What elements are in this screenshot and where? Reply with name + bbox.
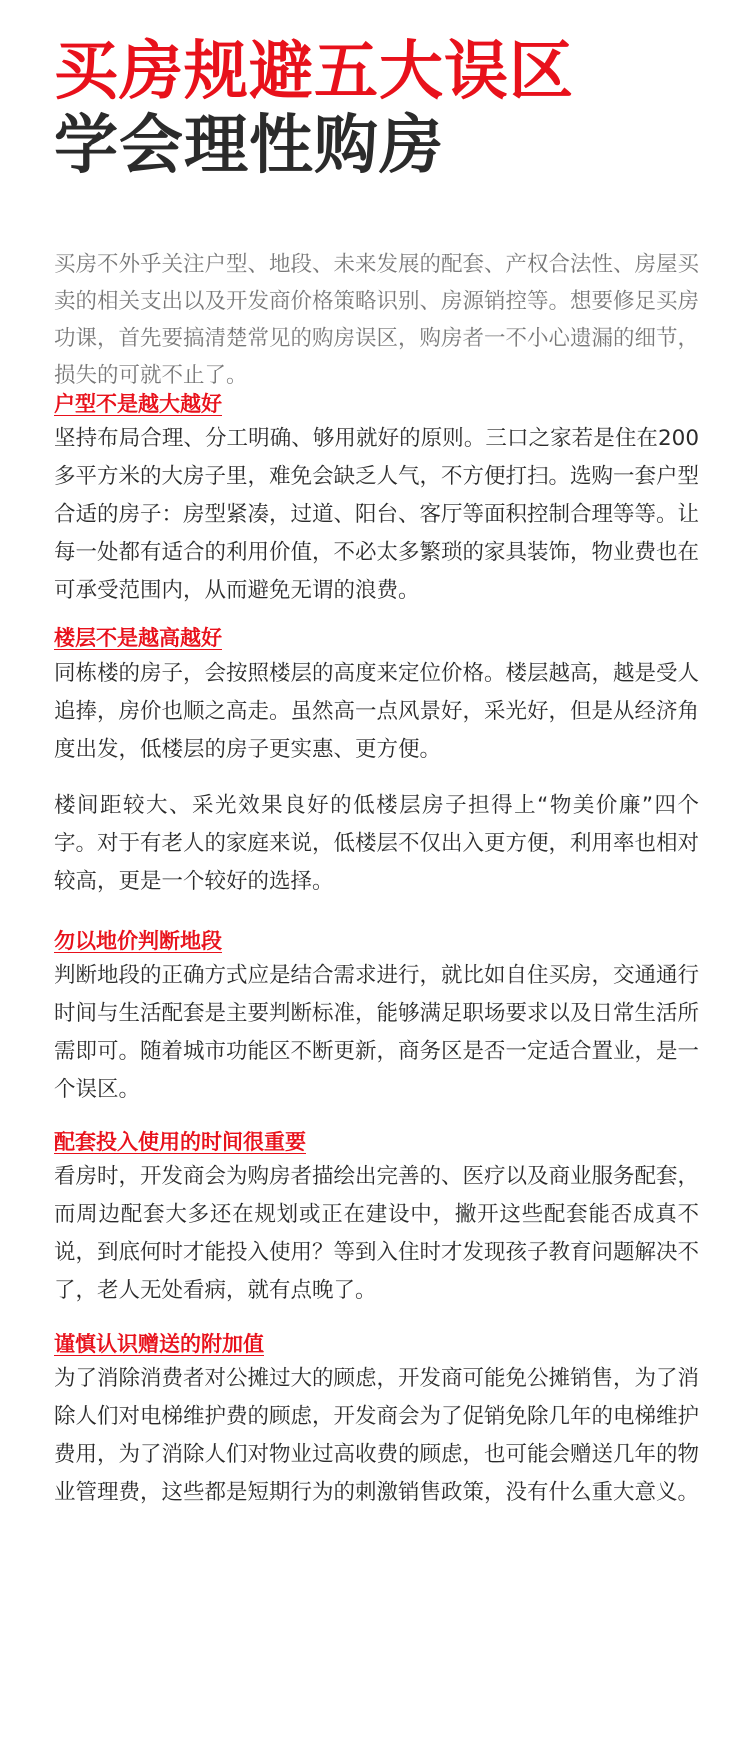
section-heading-facilities: 配套投入使用的时间很重要 (54, 1130, 306, 1154)
article-title-line1: 买房规避五大误区 (54, 35, 574, 109)
section-heading-floor-level: 楼层不是越高越好 (54, 626, 222, 650)
section-body-facilities: 看房时，开发商会为购房者描绘出完善的、医疗以及商业服务配套，而周边配套大多还在规划或正在建设中，撇开这些配套能否成真不说，到底何时才能投入使用？等到入住时才发现孩子教育问题解决不了，老人无处看病，就有点晚了。 (54, 1164, 700, 1303)
section-heading-gifts: 谨慎认识赠送的附加值 (54, 1332, 264, 1356)
section-body-floor-level-2: 楼间距较大、采光效果良好的低楼层房子担得上“物美价廉”四个字。对于有老人的家庭来说，低楼层不仅出入更方便，利用率也相对较高，更是一个较好的选择。 (54, 793, 700, 894)
section-body-location: 判断地段的正确方式应是结合需求进行，就比如自住买房，交通通行时间与生活配套是主要判断标准，能够满足职场要求以及日常生活所需即可。随着城市功能区不断更新，商务区是否一定适合置业，是一个误区。 (54, 963, 700, 1102)
intro-paragraph: 买房不外乎关注户型、地段、未来发展的配套、产权合法性、房屋买卖的相关支出以及开发商价格策略识别、房源销控等。想要修足买房功课，首先要搞清楚常见的购房误区，购房者一不小心遗漏的细节，损失的可就不止了。 (54, 252, 700, 388)
section-body-floor-level-1: 同栋楼的房子，会按照楼层的高度来定位价格。楼层越高，越是受人追捧，房价也顺之高走。虽然高一点风景好，采光好，但是从经济角度出发，低楼层的房子更实惠、更方便。 (54, 661, 700, 762)
section-heading-location: 勿以地价判断地段 (54, 929, 222, 953)
article-title-line2: 学会理性购房 (54, 109, 444, 183)
section-heading-unit-size: 户型不是越大越好 (54, 392, 222, 416)
section-body-gifts: 为了消除消费者对公摊过大的顾虑，开发商可能免公摊销售，为了消除人们对电梯维护费的顾虑，开发商会为了促销免除几年的电梯维护费用，为了消除人们对物业过高收费的顾虑，也可能会赠送几年的物业管理费，这些都是短期行为的刺激销售政策，没有什么重大意义。 (54, 1366, 700, 1505)
section-body-unit-size: 坚持布局合理、分工明确、够用就好的原则。三口之家若是住在200多平方米的大房子里，难免会缺乏人气，不方便打扫。选购一套户型合适的房子：房型紧凑，过道、阳台、客厅等面积控制合理等等。让每一处都有适合的利用价值，不必太多繁琐的家具装饰，物业费也在可承受范围内，从而避免无谓的浪费。 (54, 426, 700, 603)
